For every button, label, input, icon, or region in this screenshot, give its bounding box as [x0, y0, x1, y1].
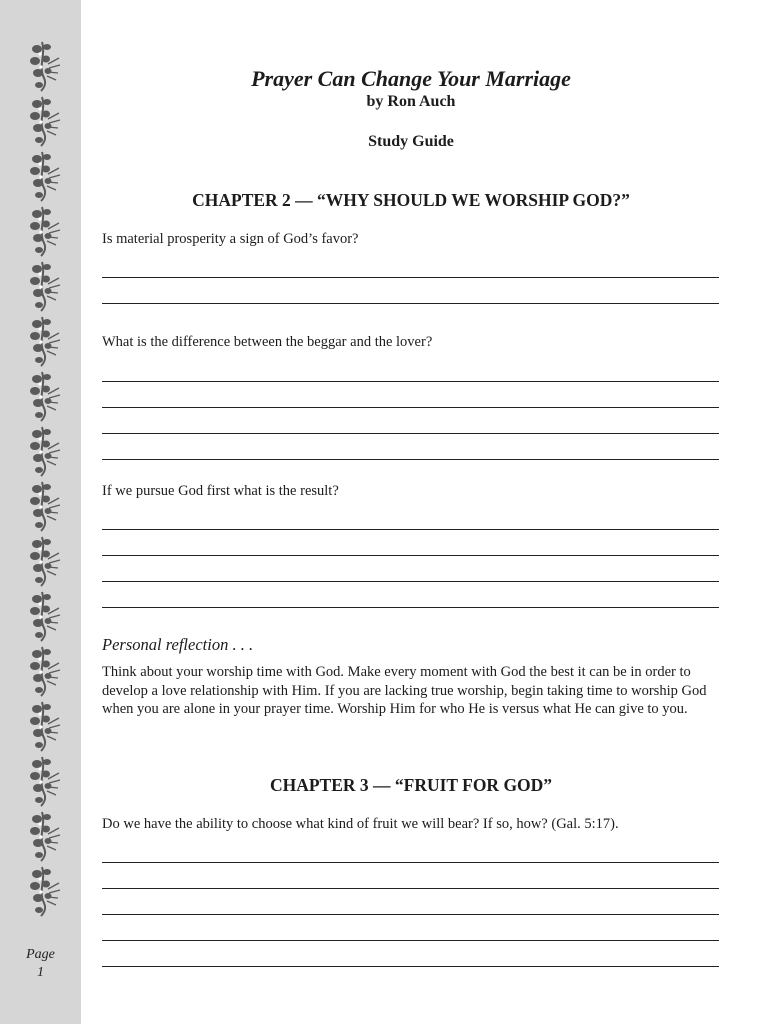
answer-line[interactable] [102, 555, 719, 556]
answer-line[interactable] [102, 888, 719, 889]
floral-vine-icon [28, 645, 64, 697]
floral-vine-border [28, 40, 68, 920]
document-author: by Ron Auch [366, 93, 456, 110]
answer-line[interactable] [102, 862, 719, 863]
answer-line[interactable] [102, 529, 719, 530]
floral-vine-icon [28, 150, 64, 202]
answer-line[interactable] [102, 914, 719, 915]
chapter-3-heading: CHAPTER 3 — “FRUIT FOR GOD” [269, 775, 553, 795]
answer-line[interactable] [102, 966, 719, 967]
answer-line[interactable] [102, 277, 719, 278]
floral-vine-icon [28, 535, 64, 587]
floral-vine-icon [28, 590, 64, 642]
floral-vine-icon [28, 480, 64, 532]
answer-line[interactable] [102, 381, 719, 382]
answer-line[interactable] [102, 303, 719, 304]
question-1: Is material prosperity a sign of God’s favor? [102, 231, 359, 247]
reflection-paragraph: Think about your worship time with God. Make every moment with God the best it can be in order to develop a love relationship with Him. If you are lacking true worship, begin taking time to worship God when you are alone in your prayer time. Worship Him for who He is versus what He can give to you. [102, 664, 707, 718]
floral-vine-icon [28, 260, 64, 312]
floral-vine-icon [28, 205, 64, 257]
answer-line[interactable] [102, 407, 719, 408]
chapter-2-heading: CHAPTER 2 — “WHY SHOULD WE WORSHIP GOD?” [192, 190, 630, 210]
floral-vine-icon [28, 425, 64, 477]
document-subtitle: Study Guide [368, 133, 454, 150]
question-3: If we pursue God first what is the result? [102, 483, 339, 499]
question-4: Do we have the ability to choose what kind of fruit we will bear? If so, how? (Gal. 5:17). [102, 816, 619, 832]
floral-vine-icon [28, 370, 64, 422]
floral-vine-icon [28, 755, 64, 807]
question-2: What is the difference between the beggar and the lover? [102, 334, 433, 350]
answer-line[interactable] [102, 459, 719, 460]
reflection-heading: Personal reflection . . . [102, 635, 254, 654]
page-word: Page [26, 947, 55, 962]
floral-vine-icon [28, 700, 64, 752]
floral-vine-icon [28, 95, 64, 147]
answer-line[interactable] [102, 940, 719, 941]
floral-vine-icon [28, 315, 64, 367]
decorative-sidebar [0, 0, 81, 1024]
document-title: Prayer Can Change Your Marriage [251, 66, 571, 91]
floral-vine-icon [28, 865, 64, 917]
page-number: 1 [37, 965, 44, 980]
page-number-label [0, 946, 81, 982]
answer-line[interactable] [102, 433, 719, 434]
answer-line[interactable] [102, 607, 719, 608]
floral-vine-icon [28, 810, 64, 862]
answer-line[interactable] [102, 581, 719, 582]
floral-vine-icon [28, 40, 64, 92]
